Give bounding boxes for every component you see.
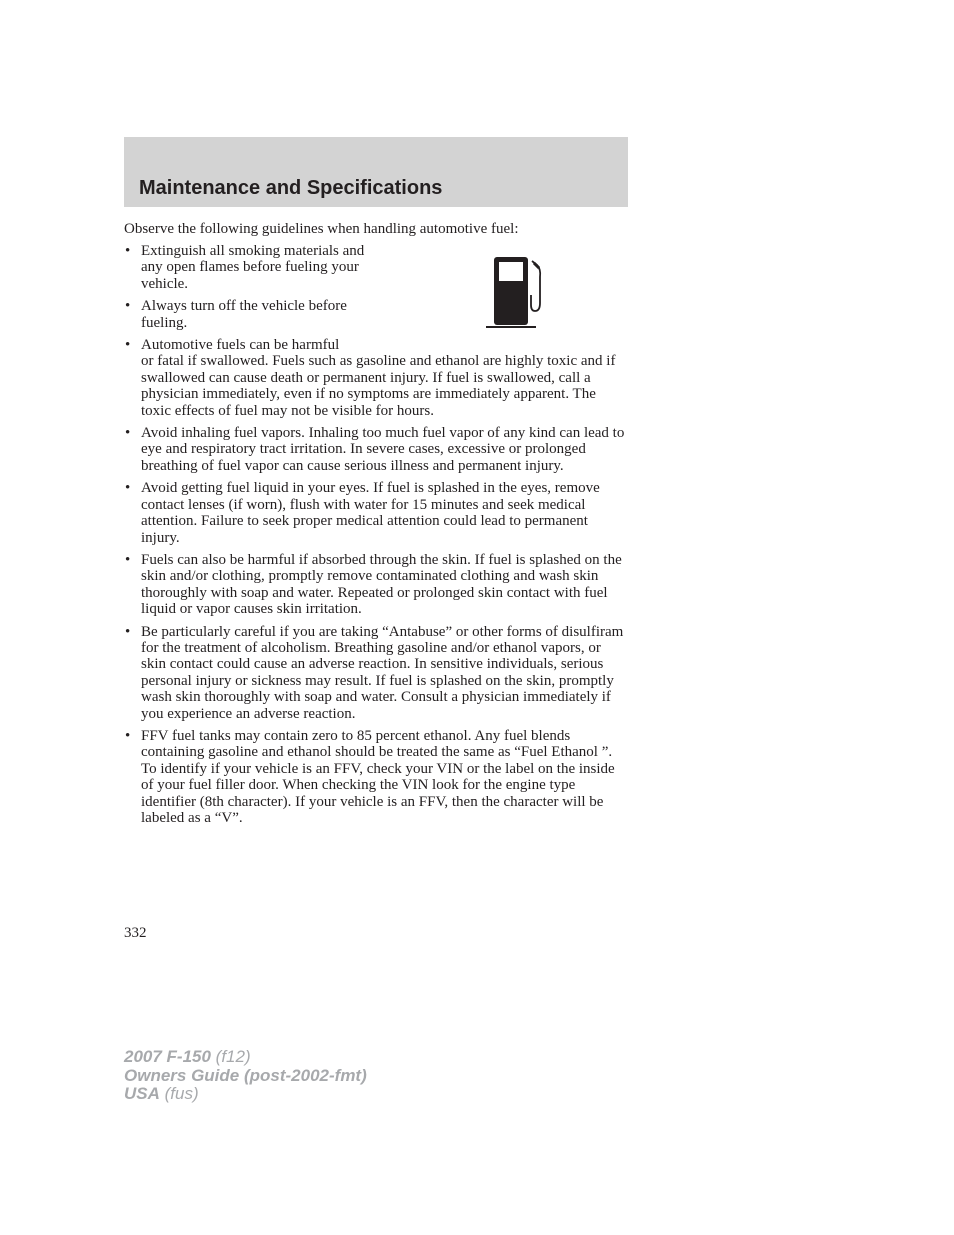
list-item-text: Automotive fuels can be harmful [141, 337, 340, 354]
footer-market: USA [124, 1084, 160, 1103]
list-item-text: FFV fuel tanks may contain zero to 85 percent ethanol. Any fuel blends containing gasoline and ethanol should be treated the same as “Fuel Ethanol ”. To identify if your vehicle is an FFV, check your VIN or the label on the inside of your fuel filler door. When checking the VIN look for the engine type identifier (8th character). If your vehicle is an FFV, then the character will be labeled as a “V”. [141, 727, 615, 826]
list-item-text: • Always turn off the vehicle before fueling. [141, 298, 347, 331]
page-number: 332 [124, 925, 147, 941]
section-title: Maintenance and Specifications [139, 177, 443, 199]
fuel-guidelines-list [124, 243, 628, 832]
footer-line [124, 1048, 367, 1067]
footer-guide: Owners Guide (post-2002-fmt) [124, 1065, 367, 1085]
fuel-pump-icon [484, 255, 548, 331]
footer-model-code: (f12) [210, 1047, 251, 1066]
list-item-text-continued: or fatal if swallowed. Fuels such as gasoline and ethanol are highly toxic and if swallowed can cause death or permanent injury. If fuel is swallowed, call a physician immediately, even if no symptoms are immediately apparent. The toxic effects of fuel may not be visible for hours. [141, 353, 616, 419]
intro-text: Observe the following guidelines when handling automotive fuel: [124, 221, 519, 237]
list-item [124, 425, 628, 474]
list-item [124, 552, 628, 618]
list-item [124, 480, 628, 546]
list-item [124, 624, 628, 722]
footer-model: 2007 F-150 [124, 1047, 211, 1066]
list-item-text: • Extinguish all smoking materials and any open flames before fueling your vehicle. [141, 243, 365, 292]
list-item-text: Avoid inhaling fuel vapors. Inhaling too much fuel vapor of any kind can lead to eye and respiratory tract irritation. In severe cases, excessive or prolonged breathing of fuel vapor can cause serious illness and permanent injury. [141, 425, 625, 474]
document-footer [124, 1048, 367, 1104]
footer-market-code: (fus) [159, 1084, 199, 1103]
list-item-text: Fuels can also be harmful if absorbed through the skin. If fuel is splashed on the skin and/or clothing, promptly remove contaminated clothing and wash skin thoroughly with soap and water. Repeated or prolonged skin contact with fuel liquid or vapor causes skin irritation. [141, 551, 622, 618]
list-item [124, 243, 628, 292]
list-item-text: Be particularly careful if you are taking “Antabuse” or other forms of disulfiram for the treatment of alcoholism. Breathing gasoline and/or ethanol vapors, or skin contact could cause an adverse reaction. In sensitive individuals, serious personal injury or sickness may result. If fuel is splashed on the skin, promptly wash skin thoroughly with soap and water. Consult a physician immediately if you experience an adverse reaction. [141, 623, 624, 722]
footer-line [124, 1085, 367, 1104]
list-item [124, 728, 628, 826]
footer-line [124, 1067, 367, 1086]
list-item [124, 337, 628, 419]
list-item [124, 298, 628, 331]
list-item-text: Avoid getting fuel liquid in your eyes. If fuel is splashed in the eyes, remove contact lenses (if worn), flush with water for 15 minutes and seek medical attention. Failure to seek proper medical attention could lead to permanent injury. [141, 480, 600, 546]
section-header-band [124, 137, 628, 207]
